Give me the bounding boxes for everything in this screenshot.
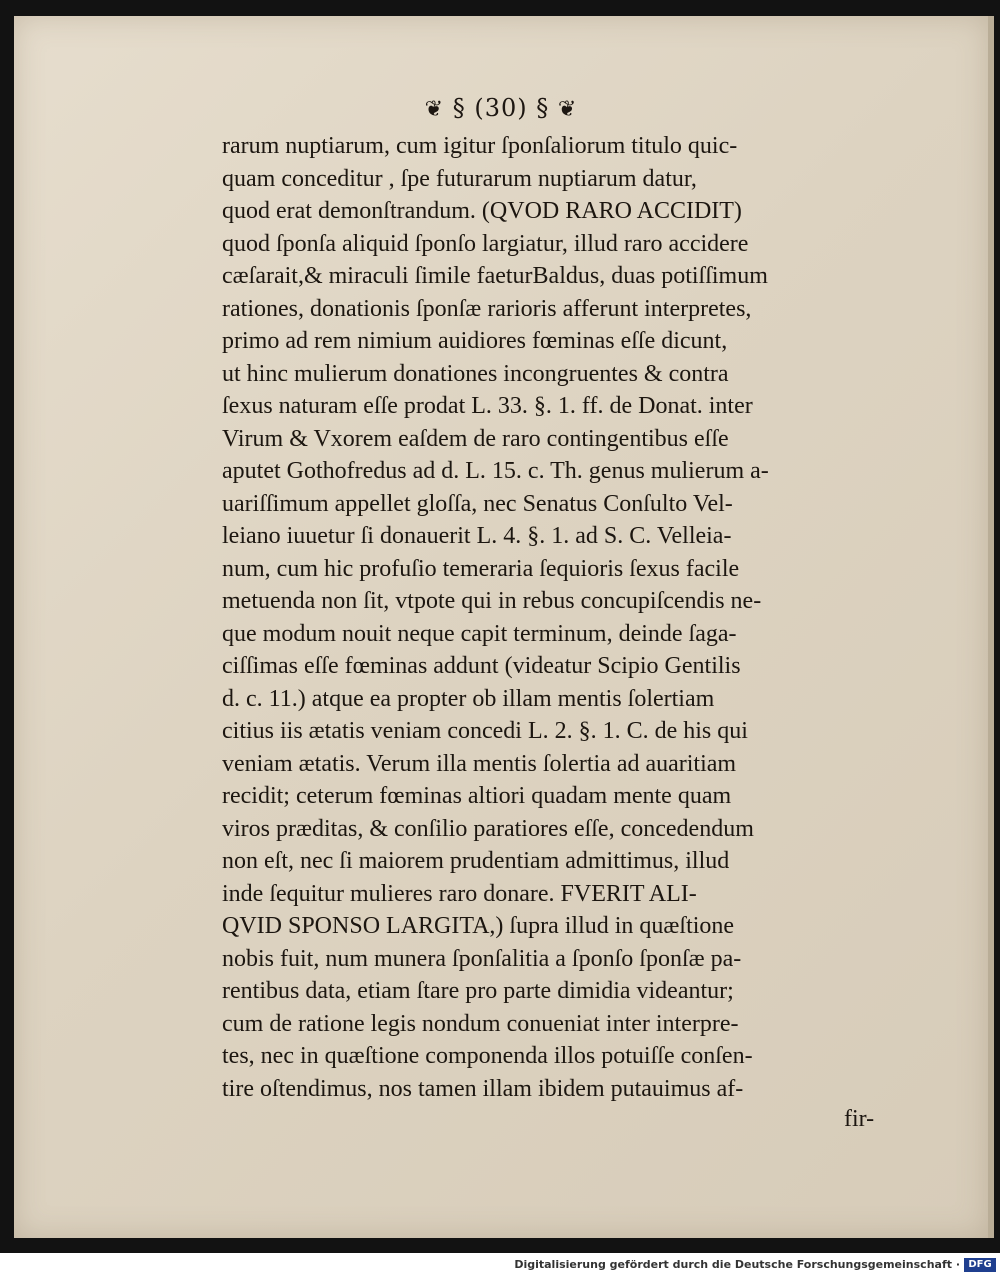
text-line: rarum nuptiarum, cum igitur ſponſaliorum titulo quic- (222, 133, 738, 159)
text-line: tes, nec in quæſtione componenda illos potuiſſe conſen- (222, 1043, 753, 1069)
catchword: fir- (844, 1106, 875, 1132)
text-line: veniam ætatis. Verum illa mentis ſolertia ad auaritiam (222, 750, 737, 777)
text-line: cæſarait,& miraculi ſimile faeturBaldus, duas potiſſimum (222, 263, 768, 289)
text-line: rationes, donationis ſponſæ rarioris afferunt interpretes, (222, 295, 752, 322)
footer-credit: Digitalisierung gefördert durch die Deutsche Forschungsgemeinschaft · (514, 1258, 960, 1271)
text-line: nobis fuit, num munera ſponſalitia a ſponſo ſponſæ pa- (222, 945, 742, 972)
page-header (14, 94, 988, 122)
body-text (222, 130, 898, 1105)
page-number: § (30) § (452, 94, 550, 122)
text-line: primo ad rem nimium auidiores fœminas eſſe dicunt, (222, 328, 728, 354)
ornament-right-icon: ❦ (557, 97, 578, 122)
text-line: num, cum hic profuſio temeraria ſequioris ſexus facile (222, 555, 740, 582)
text-line: ſexus naturam eſſe prodat L. 33. §. 1. ff. de Donat. inter (222, 393, 753, 419)
text-line: ciſſimas eſſe fœminas addunt (videatur Scipio Gentilis (222, 653, 741, 679)
text-line: aputet Gothofredus ad d. L. 15. c. Th. genus mulierum a- (222, 458, 769, 484)
text-line: uariſſimum appellet gloſſa, nec Senatus Conſulto Vel- (222, 490, 733, 517)
text-line: rentibus data, etiam ſtare pro parte dimidia videantur; (222, 978, 734, 1004)
text-line: quod erat demonſtrandum. (QVOD RARO ACCIDIT) (222, 198, 742, 224)
text-line: que modum nouit neque capit terminum, deinde ſaga- (222, 620, 737, 647)
text-line: quod ſponſa aliquid ſponſo largiatur, illud raro accidere (222, 230, 749, 257)
text-line: cum de ratione legis nondum conueniat inter interpre- (222, 1010, 739, 1037)
text-line: leiano iuuetur ſi donauerit L. 4. §. 1. ad S. C. Velleia- (222, 523, 732, 549)
text-line: quam conceditur , ſpe futurarum nuptiarum datur, (222, 165, 697, 192)
text-line: citius iis ætatis veniam concedi L. 2. §. 1. C. de his qui (222, 718, 748, 744)
book-page (14, 16, 994, 1238)
text-line: metuenda non ſit, vtpote qui in rebus concupiſcendis ne- (222, 588, 762, 614)
text-line: recidit; ceterum fœminas altiori quadam mente quam (222, 783, 732, 809)
footer-bar (0, 1256, 1000, 1275)
dfg-logo-icon: DFG (964, 1258, 996, 1272)
ornament-left-icon: ❦ (424, 97, 445, 122)
text-line: QVID SPONSO LARGITA,) ſupra illud in quæſtione (222, 913, 735, 939)
text-line: viros præditas, & conſilio paratiores eſſe, concedendum (222, 815, 754, 842)
text-line: tire oſtendimus, nos tamen illam ibidem putauimus af- (222, 1075, 744, 1102)
text-line: Virum & Vxorem eaſdem de raro contingentibus eſſe (222, 425, 729, 452)
text-line: inde ſequitur mulieres raro donare. FVERIT ALI- (222, 880, 697, 907)
text-line: non eſt, nec ſi maiorem prudentiam admittimus, illud (222, 848, 730, 874)
text-line: ut hinc mulierum donationes incongruentes & contra (222, 360, 729, 387)
text-line: d. c. 11.) atque ea propter ob illam mentis ſolertiam (222, 685, 715, 712)
